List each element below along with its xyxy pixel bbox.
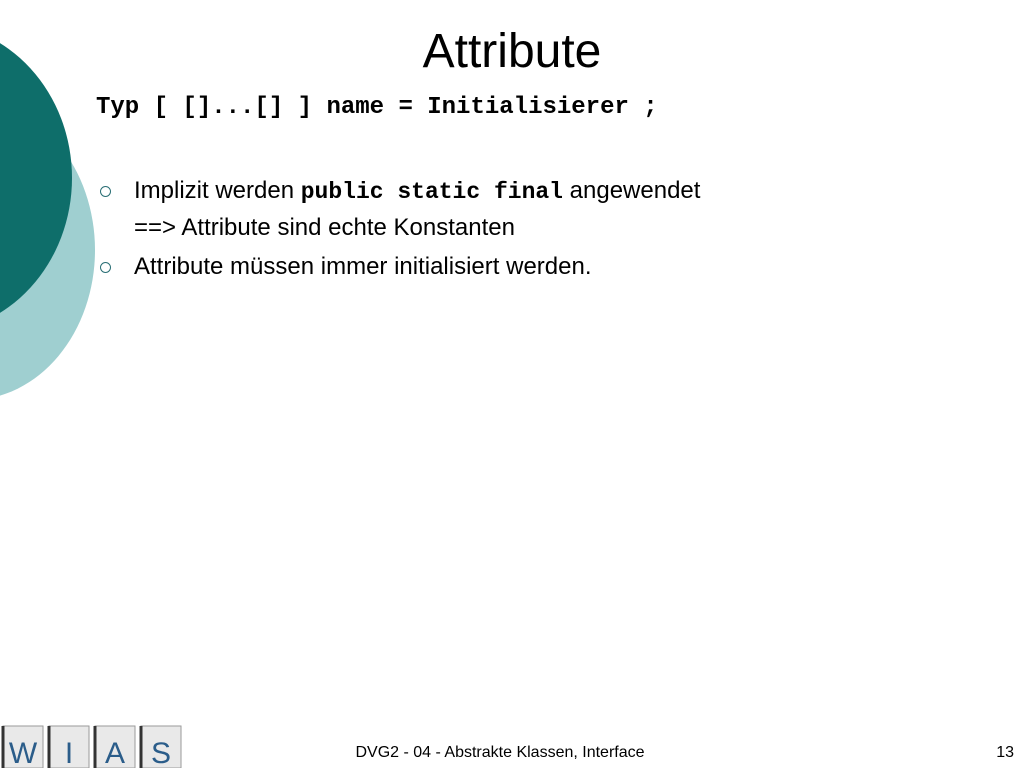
bullet-1-text-before: Implizit werden bbox=[134, 177, 295, 204]
page-number: 13 bbox=[996, 744, 1014, 761]
bullet-item-2 bbox=[96, 249, 956, 285]
logo-letter-i: I bbox=[64, 737, 74, 768]
bullet-2-text: Attribute müssen immer initialisiert werden. bbox=[134, 253, 592, 280]
syntax-line: Typ [ []...[] ] name = Initialisierer ; bbox=[96, 94, 658, 121]
logo-letter-w: W bbox=[8, 737, 38, 768]
logo-letter-s: S bbox=[150, 737, 172, 768]
bullet-1-line-2: ==> Attribute sind echte Konstanten bbox=[134, 214, 515, 241]
bullet-1-text-after: angewendet bbox=[569, 177, 701, 204]
slide-title: Attribute bbox=[422, 25, 602, 78]
hollow-circle-bullet-icon bbox=[100, 262, 111, 273]
footer bbox=[0, 744, 1024, 764]
hollow-circle-bullet-icon bbox=[100, 186, 111, 197]
bullet-1-line-1 bbox=[134, 173, 956, 210]
footer-text: DVG2 - 04 - Abstrakte Klassen, Interface bbox=[355, 744, 645, 761]
bullet-list bbox=[96, 173, 956, 285]
bullet-1-code: public static final bbox=[300, 179, 563, 205]
bullet-item-1 bbox=[96, 173, 956, 246]
logo-letter-a: A bbox=[104, 737, 126, 768]
